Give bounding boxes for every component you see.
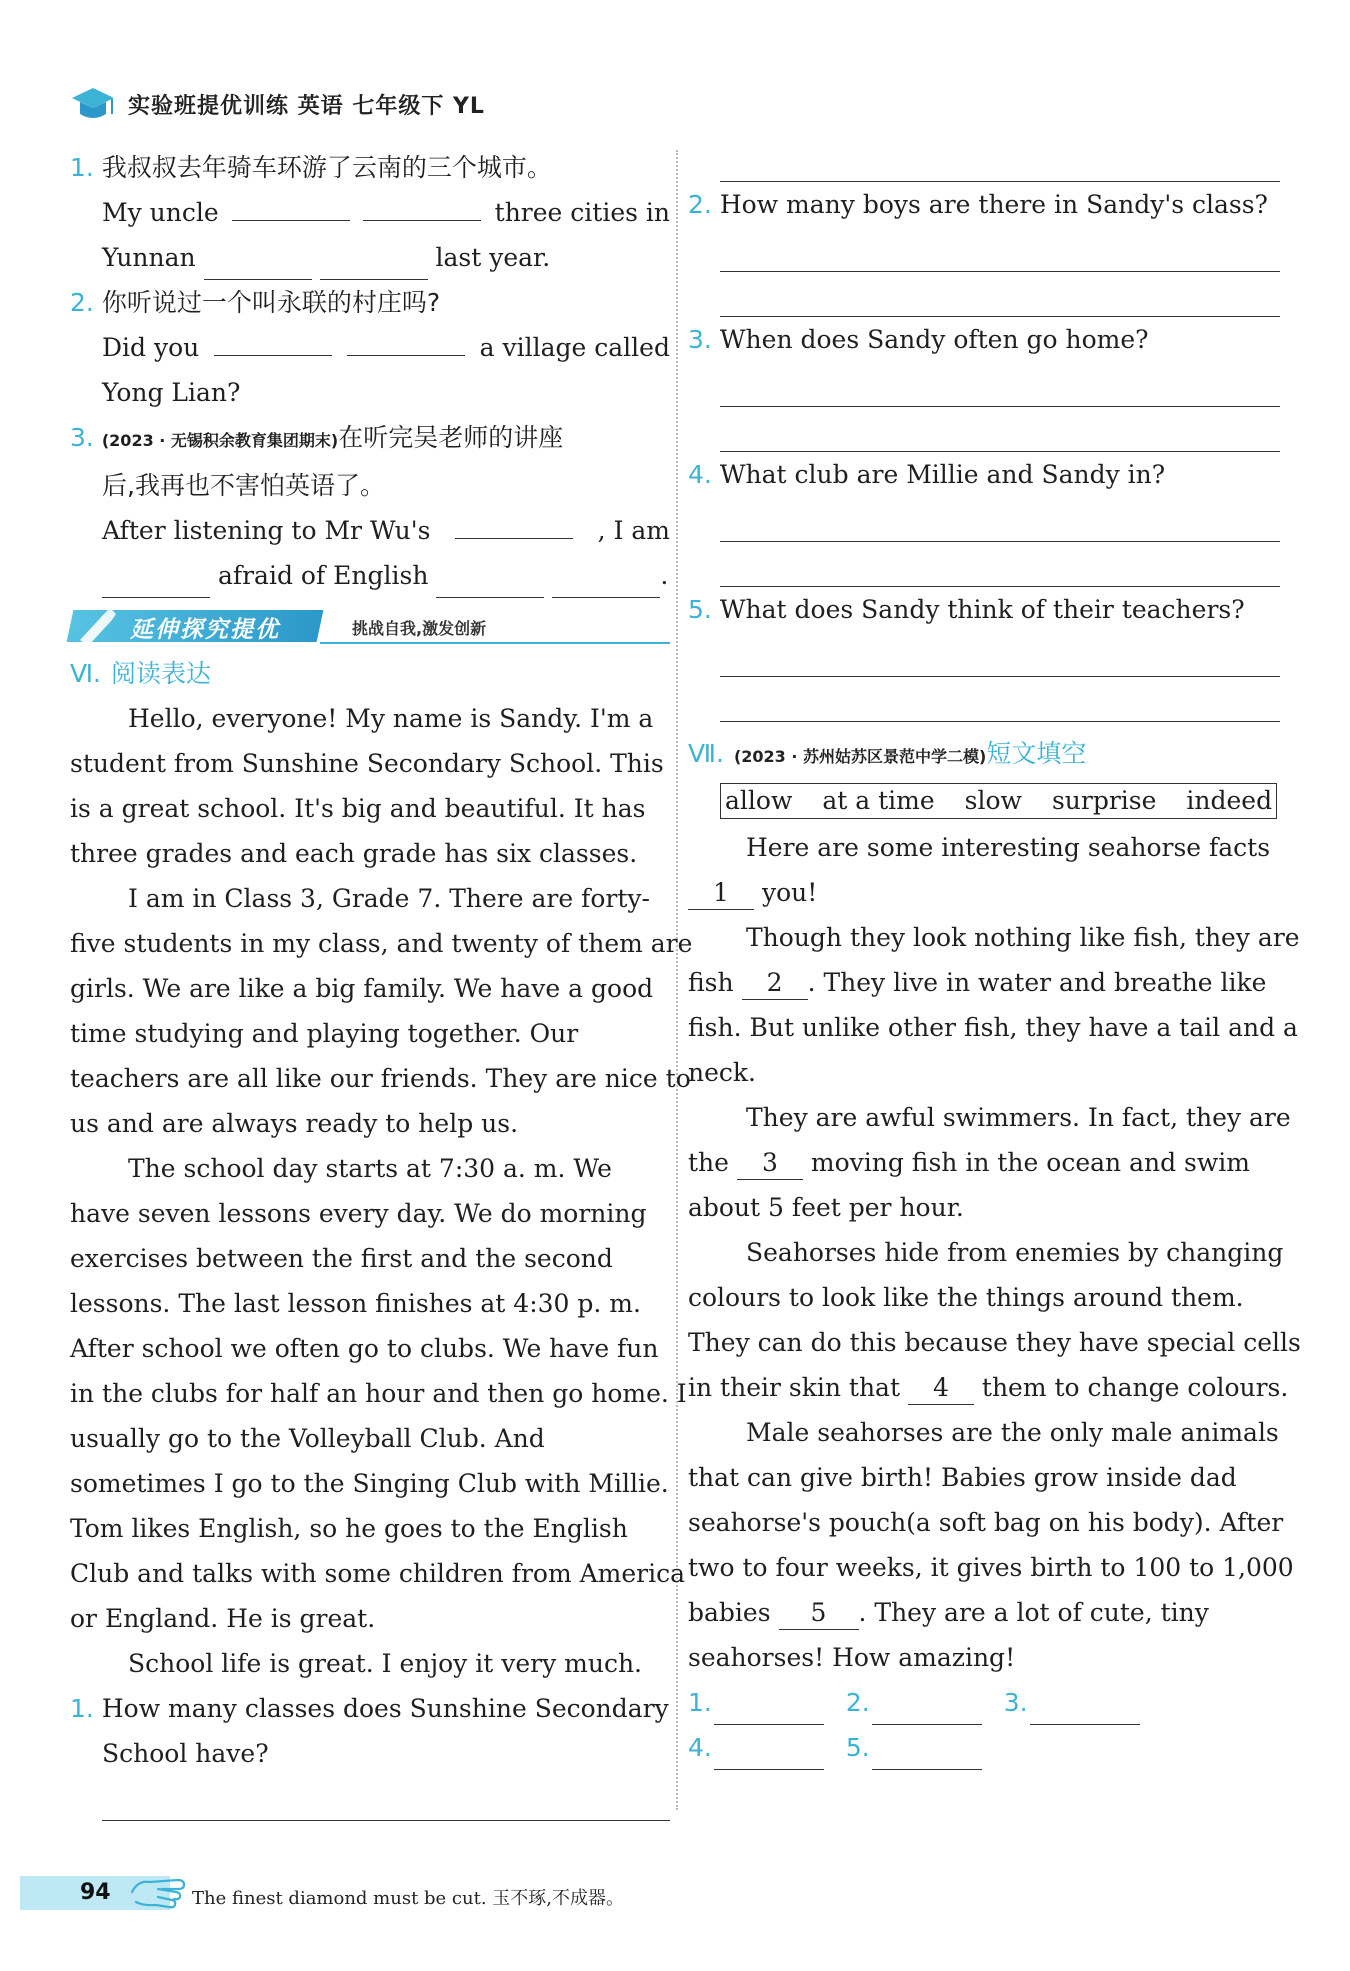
rq2-answer-line-2[interactable]: [720, 272, 1280, 317]
q3-line1: [70, 508, 670, 553]
page-number: 94: [80, 1880, 111, 1905]
cloze-answer-3[interactable]: [1004, 1680, 1140, 1725]
cloze-passage: [688, 825, 1301, 1680]
q3-chinese: 在听完吴老师的讲座: [338, 423, 564, 452]
pointing-hand-icon: [128, 1870, 190, 1914]
cloze-line: seahorses! How amazing!: [688, 1643, 1016, 1672]
passage-line: School life is great. I enjoy it very much.: [128, 1649, 643, 1678]
page-header: [70, 80, 485, 128]
passage-line: exercises between the first and the second: [70, 1244, 613, 1273]
cloze-line: They can do this because they have special cells: [688, 1328, 1301, 1357]
q1-blank-4[interactable]: [320, 249, 428, 280]
pencil-icon: [74, 606, 120, 646]
cloze-blank-1[interactable]: 1: [688, 877, 754, 910]
cloze-text: babies: [688, 1598, 771, 1627]
answer-blank[interactable]: [1030, 1694, 1140, 1725]
reading-q4: [688, 452, 1280, 497]
section-6-title: 阅读表达: [111, 659, 212, 688]
cloze-line: Male seahorses are the only male animals: [746, 1418, 1279, 1447]
passage-line: or England. He is great.: [70, 1604, 376, 1633]
cloze-answer-row-2: [688, 1725, 1280, 1770]
cloze-line: about 5 feet per hour.: [688, 1193, 964, 1222]
q3-blank-2[interactable]: [102, 567, 210, 598]
rq5-number: 5.: [688, 595, 712, 624]
q3-text: , I am: [597, 516, 670, 545]
cloze-answer-4[interactable]: [688, 1725, 824, 1770]
rq1-text-2: School have?: [102, 1739, 269, 1768]
q1-blank-1[interactable]: [232, 190, 350, 221]
passage-line: The school day starts at 7:30 a. m. We: [128, 1154, 612, 1183]
cloze-line: Seahorses hide from enemies by changing: [746, 1238, 1284, 1267]
q1-chinese: 我叔叔去年骑车环游了云南的三个城市。: [101, 153, 552, 182]
passage-line: teachers are all like our friends. They are nice to: [70, 1064, 691, 1093]
answer-blank[interactable]: [714, 1739, 824, 1770]
cloze-text: . They live in water and breathe like: [807, 968, 1267, 997]
q2-line2: Yong Lian?: [102, 378, 241, 407]
banner-label: 延伸探究提优: [130, 617, 280, 643]
cloze-line: [688, 1590, 1280, 1635]
passage-line: Hello, everyone! My name is Sandy. I'm a: [128, 704, 654, 733]
rq2-answer-line-1[interactable]: [720, 227, 1280, 272]
cloze-line: fish. But unlike other fish, they have a tail and a: [688, 1013, 1298, 1042]
rq1-answer-line[interactable]: [102, 1776, 670, 1821]
q3-number: 3.: [70, 423, 94, 452]
section-banner: [70, 604, 670, 648]
q3-text: After listening to Mr Wu's: [102, 516, 431, 545]
rq4-text: What club are Millie and Sandy in?: [719, 460, 1166, 489]
page-footer: [20, 1870, 1320, 1920]
section-7-number: Ⅶ.: [688, 739, 724, 768]
translation-q1: [70, 145, 670, 190]
reading-q1: [70, 1686, 670, 1731]
rq3-text: When does Sandy often go home?: [719, 325, 1149, 354]
word-bank-item: at a time: [822, 786, 935, 815]
cloze-line: Here are some interesting seahorse facts: [746, 833, 1271, 862]
passage-line: I am in Class 3, Grade 7. There are forty-: [128, 884, 650, 913]
cloze-text: in their skin that: [688, 1373, 900, 1402]
passage-line: Club and talks with some children from America: [70, 1559, 686, 1588]
passage-line: student from Sunshine Secondary School. This: [70, 749, 664, 778]
q1-blank-3[interactable]: [204, 249, 312, 280]
rq3-number: 3.: [688, 325, 712, 354]
translation-q2: [70, 280, 670, 325]
passage-line: After school we often go to clubs. We have fun: [70, 1334, 659, 1363]
passage-line: lessons. The last lesson finishes at 4:30 p. m.: [70, 1289, 641, 1318]
cloze-text: moving fish in the ocean and swim: [810, 1148, 1250, 1177]
answer-number: 5.: [845, 1733, 870, 1762]
answer-number: 4.: [688, 1733, 712, 1762]
cloze-answer-row-1: [688, 1680, 1280, 1725]
cloze-line: colours to look like the things around them.: [688, 1283, 1244, 1312]
rq4-answer-line-1[interactable]: [720, 497, 1280, 542]
reading-q3: [688, 317, 1280, 362]
rq1-answer-line-2[interactable]: [720, 145, 1280, 182]
cloze-blank-4[interactable]: 4: [908, 1372, 974, 1405]
passage-line: have seven lessons every day. We do morning: [70, 1199, 647, 1228]
cloze-line: seahorse's pouch(a soft bag on his body). After: [688, 1508, 1284, 1537]
q3-blank-4[interactable]: [552, 567, 660, 598]
q3-line2: [70, 553, 670, 598]
q1-line2: [70, 235, 670, 280]
q3-blank-1[interactable]: [455, 508, 573, 539]
left-column: [70, 145, 693, 1821]
right-column: [688, 145, 1301, 1770]
word-bank-item: surprise: [1051, 786, 1157, 815]
q1-blank-2[interactable]: [363, 190, 481, 221]
cloze-line: Though they look nothing like fish, they are: [746, 923, 1300, 952]
reading-passage: [70, 696, 693, 1686]
answer-number: 1.: [688, 1688, 712, 1717]
word-bank-item: slow: [964, 786, 1022, 815]
passage-line: usually go to the Volleyball Club. And: [70, 1424, 545, 1453]
cloze-line: [688, 1365, 1289, 1410]
answer-blank[interactable]: [872, 1739, 982, 1770]
rq4-answer-line-2[interactable]: [720, 542, 1280, 587]
q1-text: last year.: [435, 243, 551, 272]
q1-text: My uncle: [102, 198, 219, 227]
passage-line: five students in my class, and twenty of them are: [70, 929, 693, 958]
rq3-answer-line-2[interactable]: [720, 407, 1280, 452]
cloze-answer-5[interactable]: [846, 1725, 982, 1770]
q2-number: 2.: [70, 288, 94, 317]
rq5-answer-line-2[interactable]: [720, 677, 1280, 722]
q1-text: Yunnan: [102, 243, 196, 272]
footer-motto: The finest diamond must be cut. 玉不琢,不成器。: [192, 1888, 624, 1909]
q1-number: 1.: [70, 153, 94, 182]
cloze-text: fish: [688, 968, 734, 997]
reading-q5: [688, 587, 1280, 632]
answer-blank[interactable]: [714, 1694, 824, 1725]
section-6-number: Ⅵ.: [70, 659, 102, 688]
cloze-answer-2[interactable]: [846, 1680, 982, 1725]
q3-text: afraid of English: [217, 561, 429, 590]
q1-line1: [70, 190, 670, 235]
rq1-text: How many classes does Sunshine Secondary: [101, 1694, 669, 1723]
rq2-text: How many boys are there in Sandy's class?: [719, 190, 1268, 219]
cloze-line: They are awful swimmers. In fact, they are: [746, 1103, 1291, 1132]
cloze-answer-1[interactable]: [688, 1680, 824, 1725]
q3-blank-3[interactable]: [436, 567, 544, 598]
passage-line: three grades and each grade has six classes.: [70, 839, 638, 868]
q2-blank-2[interactable]: [347, 325, 465, 356]
word-bank: [720, 783, 1277, 819]
passage-line: is a great school. It's big and beautiful. It has: [70, 794, 646, 823]
rq5-text: What does Sandy think of their teachers?: [719, 595, 1245, 624]
passage-line: girls. We are like a big family. We have a good: [70, 974, 654, 1003]
reading-q2: [688, 182, 1280, 227]
answer-blank[interactable]: [872, 1694, 982, 1725]
cloze-text: the: [688, 1148, 729, 1177]
cloze-line: neck.: [688, 1058, 756, 1087]
answer-number: 3.: [1003, 1688, 1028, 1717]
rq4-number: 4.: [688, 460, 712, 489]
passage-line: Tom likes English, so he goes to the English: [70, 1514, 628, 1543]
q2-text: Did you: [102, 333, 200, 362]
q3-chinese-2: 后,我再也不害怕英语了。: [102, 471, 385, 500]
passage-line: in the clubs for half an hour and then go home. I: [70, 1379, 687, 1408]
answer-number: 2.: [845, 1688, 870, 1717]
passage-line: time studying and playing together. Our: [70, 1019, 579, 1048]
q2-line1: [70, 325, 670, 370]
graduation-cap-icon: [70, 84, 116, 124]
rq3-answer-line-1[interactable]: [720, 362, 1280, 407]
passage-line: sometimes I go to the Singing Club with Millie.: [70, 1469, 669, 1498]
cloze-line: [688, 870, 1280, 915]
rq1-number: 1.: [70, 1694, 94, 1723]
rq2-number: 2.: [688, 190, 712, 219]
section-7-heading: [688, 732, 1280, 779]
cloze-blank-3[interactable]: 3: [737, 1147, 803, 1180]
word-bank-item: allow: [725, 786, 793, 815]
q3-source: (2023 · 无锡积余教育集团期末): [101, 431, 339, 450]
q2-blank-1[interactable]: [214, 325, 332, 356]
cloze-line: that can give birth! Babies grow inside dad: [688, 1463, 1237, 1492]
translation-q3: [70, 415, 670, 463]
cloze-blank-2[interactable]: 2: [742, 967, 808, 1000]
section-7-source: (2023 · 苏州姑苏区景范中学二模): [733, 747, 987, 766]
word-bank-item: indeed: [1186, 786, 1273, 815]
banner-subtitle: 挑战自我,激发创新: [352, 619, 487, 638]
banner-underline: [320, 642, 670, 644]
cloze-line: two to four weeks, it gives birth to 100 to 1,000: [688, 1553, 1294, 1582]
section-7-title: 短文填空: [986, 739, 1087, 768]
q2-text: a village called: [479, 333, 670, 362]
cloze-line: [688, 960, 1280, 1005]
cloze-text: you!: [761, 878, 818, 907]
q2-chinese: 你听说过一个叫永联的村庄吗?: [101, 288, 441, 317]
passage-line: us and are always ready to help us.: [70, 1109, 519, 1138]
cloze-blank-5[interactable]: 5: [779, 1597, 859, 1630]
q1-text: three cities in: [494, 198, 670, 227]
q3-text: .: [660, 561, 669, 590]
cloze-line: [688, 1140, 1280, 1185]
rq5-answer-line-1[interactable]: [720, 632, 1280, 677]
header-title: 实验班提优训练 英语 七年级下 YL: [128, 93, 485, 119]
section-6-heading: [70, 652, 670, 696]
cloze-text: them to change colours.: [981, 1373, 1289, 1402]
cloze-text: . They are a lot of cute, tiny: [858, 1598, 1209, 1627]
